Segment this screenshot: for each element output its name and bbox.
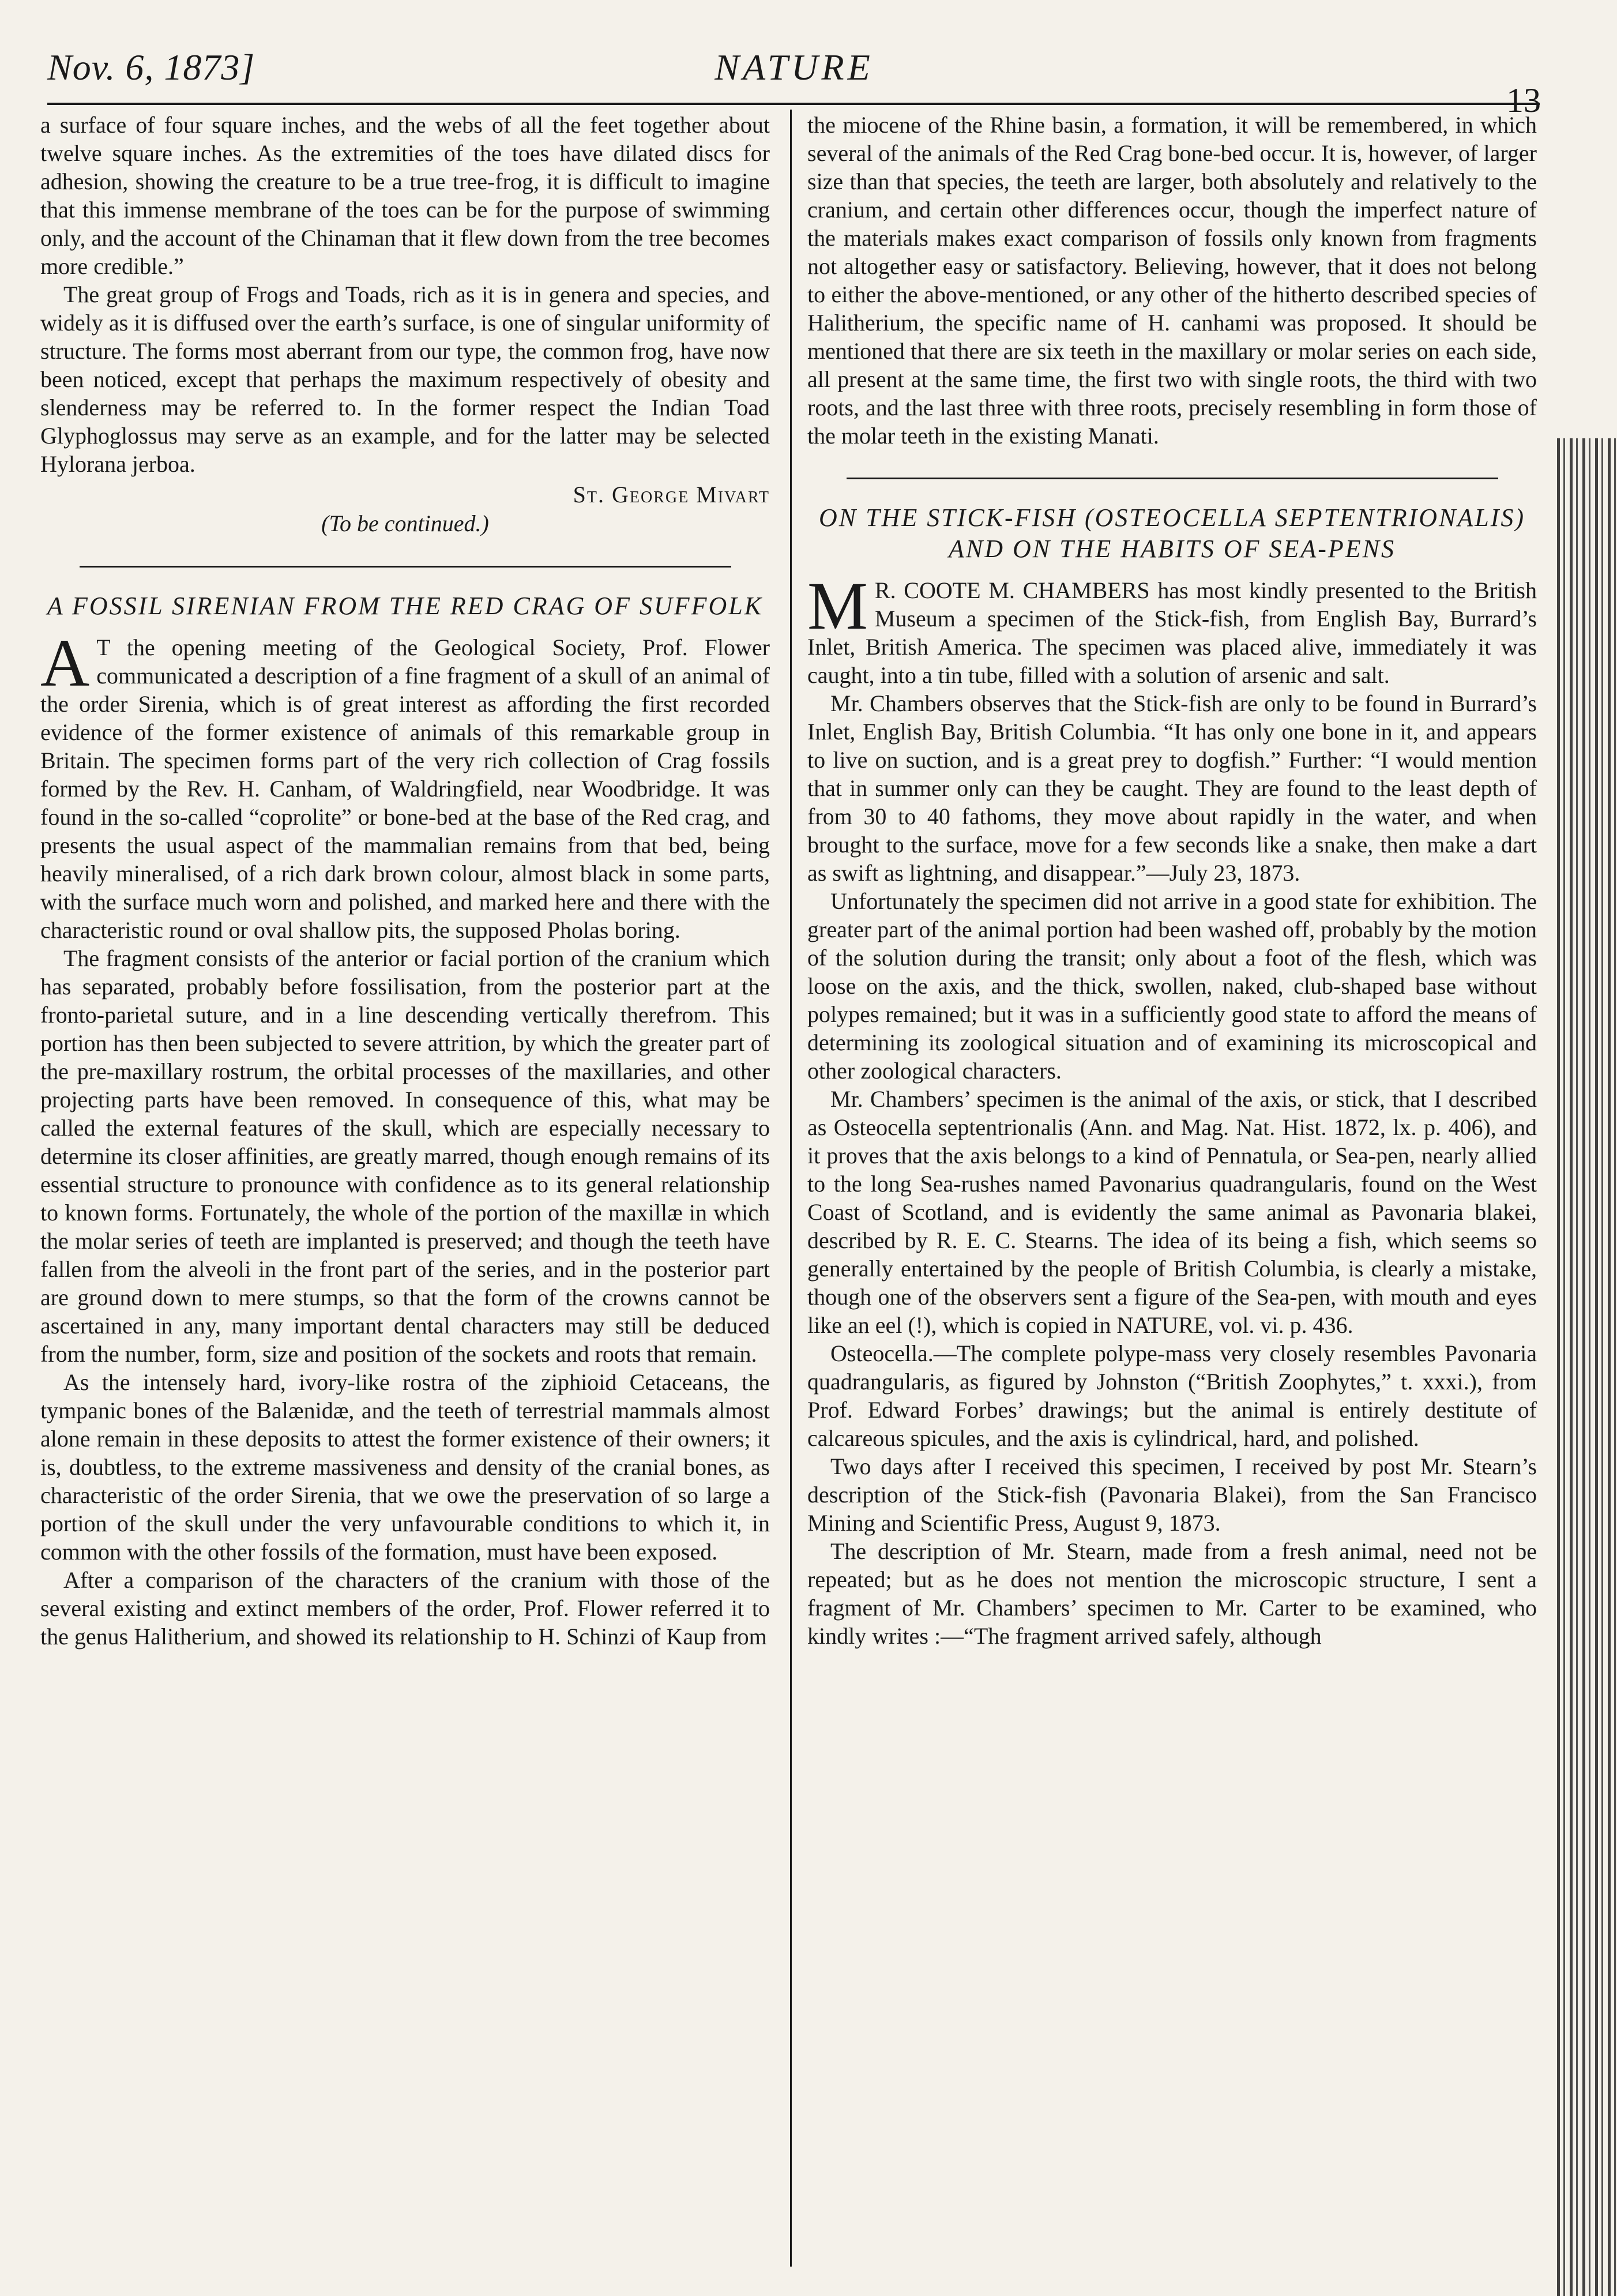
sirenian-paragraph: The fragment consists of the anterior or facial portion of the cranium which has separated, probably before fossilisation, from the posterior part at the fronto-parietal suture, and in a line descending vertically therefrom. This portion has then been subjected to severe attrition, by which the greater part of the pre-maxillary rostrum, the orbital processes of the maxillaries, and other projecting parts have been removed. In consequence of this, what may be called the external features of the skull, which are especially necessary to determine its closer affinities, are greatly marred, though enough remains of its essential structure to pronounce with confidence as to its general relationship to known forms. Fortunately, the whole of the portion of the maxillæ in which the molar series of teeth are implanted is preserved; and though the teeth have fallen from the alveoli in the front part of the series, and in the posterior part are ground down to mere stumps, so that the form of the crowns cannot be ascertained in any, many important dental characters may still be deduced from the number, form, size and position of the sockets and roots that remain.: [40, 945, 770, 1367]
sirenian-first-paragraph-text: T the opening meeting of the Geological Society, Prof. Flower communicated a description of a fine fragment of a skull of an animal of the order Sirenia, which is of great interest as affording the first recorded evidence of the former existence of animals of this remarkable group in Britain. The specimen forms part of the very rich collection of Crag fossils formed by the Rev. H. Canham, of Waldringfield, near Woodbridge. It was found in the so-called “coprolite” or bone-bed at the base of the Red crag, and presents the usual aspect of the mammalian remains from that bed, being heavily mineralised, of a rich dark brown colour, almost black in some parts, with the surface much worn and polished, and marked here and there with the characteristic round or oval shallow pits, the supposed Pholas boring.: [40, 634, 770, 943]
frog-article-paragraph: The great group of Frogs and Toads, rich as it is in genera and species, and widely as it is diffused over the earth’s surface, is one of singular uniformity of structure. The forms most aberrant from our type, the common frog, have now been noticed, except that perhaps the maximum respectively of obesity and slenderness may be referred to. In the former respect the Indian Toad Glyphoglossus may serve as an example, and for the latter may be selected Hylorana jerboa.: [40, 281, 770, 477]
sirenian-article-title: A FOSSIL SIRENIAN FROM THE RED CRAG OF SUFFOLK: [47, 592, 764, 620]
page-header: [47, 46, 1541, 119]
frog-article-continuation-paragraph: a surface of four square inches, and the webs of all the feet together about twelve square inches. As the extremities of the toes have dilated discs for adhesion, showing the creature to be a true tree-frog, it is difficult to imagine that this immense membrane of the toes can be for the purpose of swimming only, and the account of the Chinaman that it flew down from the tree becomes more credible.”: [40, 112, 770, 279]
to-be-continued: (To be continued.): [321, 510, 489, 536]
sirenian-paragraph: As the intensely hard, ivory-like rostra of the ziphioid Cetaceans, the tympanic bones of the Balænidæ, and the teeth of terrestrial mammals almost alone remain in these deposits to attest the former existence of their owners; it is, doubtless, to the extreme massiveness and density of the cranial bones, as characteristic of the order Sirenia, that we owe the preservation of so large a portion of the skull under the very unfavourable conditions to which it, in common with the other fossils of the formation, must have been exposed.: [40, 1369, 770, 1565]
drop-cap-letter: M: [807, 568, 868, 644]
stick-fish-paragraph: Mr. Chambers observes that the Stick-fish are only to be found in Burrard’s Inlet, English Bay, British Columbia. “It has only one bone in it, and appears to live on suction, and is a great prey to dogfish.” Further: “I would mention that in summer only can they be caught. They are found to the least depth of from 30 to 40 fathoms, they move about rapidly in the water, and when brought to the surface, move for a few seconds like a snake, then make a dart as swift as lightning, and disappear.”—July 23, 1873.: [807, 690, 1537, 886]
stick-fish-paragraph: The description of Mr. Stearn, made from a fresh animal, need not be repeated; but as he does not mention the microscopic structure, I sent a fragment of Mr. Chambers’ specimen to Mr. Carter to be examined, who kindly writes :—“The fragment arrived safely, although: [807, 1538, 1537, 1649]
column-divider: [790, 110, 792, 2267]
section-rule: [847, 478, 1498, 479]
stick-fish-paragraph: Mr. Chambers’ specimen is the animal of the axis, or stick, that I described as Osteocella septentrionalis (Ann. and Mag. Nat. Hist. 1872, lx. p. 406), and it proves that the axis belongs to a kind of Pennatula, or Sea-pen, nearly allied to the long Sea-rushes named Pavonarius quadrangularis, found on the West Coast of Scotland, and is evidently the same animal as Pavonaria blakei, described by R. E. C. Stearns. The idea of its being a fish, which seems so generally entertained by the people of British Columbia, is clearly a mistake, though one of the observers sent a figure of the Sea-pen, with mouth and eyes like an eel (!), which is copied in NATURE, vol. vi. p. 436.: [807, 1086, 1537, 1338]
sirenian-first-paragraph: [40, 625, 770, 944]
author-signature: St. George Mivart: [573, 482, 770, 508]
stick-fish-article-title: [807, 502, 1537, 565]
stick-fish-paragraph: Two days after I received this specimen, I received by post Mr. Stearn’s description of the Stick-fish (Pavonaria Blakei), from the San Francisco Mining and Scientific Press, August 9, 1873.: [807, 1453, 1537, 1536]
journal-title: NATURE: [715, 47, 874, 88]
drop-cap-letter: A: [40, 625, 90, 701]
left-column: [40, 111, 770, 2268]
section-rule: [80, 566, 731, 568]
stick-fish-first-paragraph-text: R. COOTE M. CHAMBERS has most kindly presented to the British Museum a specimen of the Stick-fish, from English Bay, Burrard’s Inlet, British America. The specimen was placed alive, immediately it was caught, into a tin tube, filled with a solution of arsenic and salt.: [807, 577, 1537, 688]
issue-date: Nov. 6, 1873]: [47, 47, 255, 88]
stick-fish-first-paragraph: [807, 568, 1537, 689]
stick-fish-title-line-1: ON THE STICK-FISH (OSTEOCELLA SEPTENTRIONALIS): [818, 503, 1526, 532]
page-number: 13: [1506, 81, 1541, 119]
sirenian-continuation-paragraph: the miocene of the Rhine basin, a formation, it will be remembered, in which several of the animals of the Red Crag bone-bed occur. It is, however, of larger size than that species, the teeth are larger, both absolutely and relatively to the cranium, and certain other differences occur, though the imperfect nature of the materials makes exact comparison of fossils only known from fragments not altogether easy or satisfactory. Believing, however, that it does not belong to either the above-mentioned, or any other of the hitherto described species of Halitherium, the specific name of H. canhami was proposed. It should be mentioned that there are six teeth in the maxillary or molar series on each side, all present at the same time, the first two with single roots, the third with two roots, and the last three with three roots, precisely resembling in form those of the molar teeth in the existing Manati.: [807, 112, 1537, 449]
stick-fish-paragraph: Unfortunately the specimen did not arrive in a good state for exhibition. The greater part of the animal portion had been washed off, probably by the motion of the solution during the transit; only about a foot of the flesh, which was loose on the axis, and the thick, swollen, naked, club-shaped base without polypes remained; but it was in a sufficiently good state to afford the means of determining its zoological situation and of examining its microscopical and other zoological characters.: [807, 888, 1537, 1084]
scan-binding-edge: [1557, 438, 1617, 2296]
stick-fish-paragraph: Osteocella.—The complete polype-mass very closely resembles Pavonaria quadrangularis, as figured by Johnston (“British Zoophytes,” t. xxxi.), from Prof. Edward Forbes’ drawings; but the animal is entirely destitute of calcareous spicules, and the axis is cylindrical, hard, and polished.: [807, 1340, 1537, 1451]
header-rule: [47, 103, 1540, 105]
right-column: [807, 111, 1537, 2268]
stick-fish-title-line-2: AND ON THE HABITS OF SEA-PENS: [948, 535, 1396, 563]
sirenian-paragraph: After a comparison of the characters of the cranium with those of the several existing and extinct members of the order, Prof. Flower referred it to the genus Halitherium, and showed its relationship to H. Schinzi of Kaup from: [40, 1567, 770, 1649]
